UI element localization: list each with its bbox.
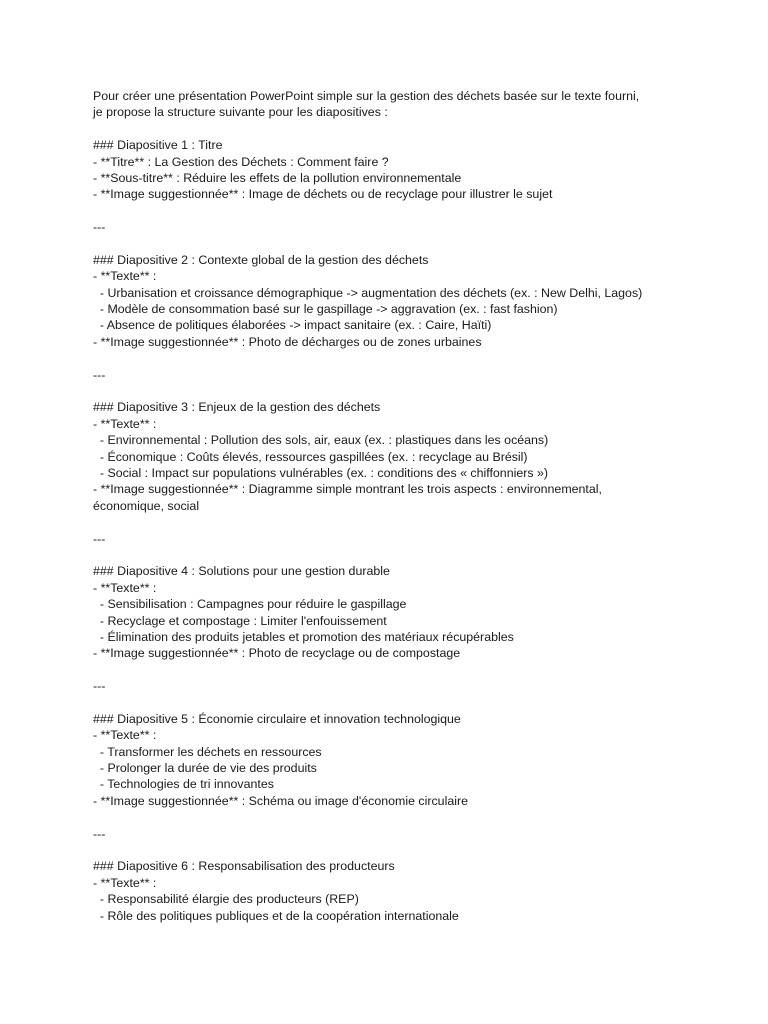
slide-1-subtitle-item: - **Sous-titre** : Réduire les effets de la pollution environnementale: [93, 170, 462, 185]
slide-3-text-label: - **Texte** :: [93, 416, 157, 431]
blank-line: [93, 547, 733, 563]
slide-1-title-item: - **Titre** : La Gestion des Déchets : Comment faire ?: [93, 154, 389, 169]
slide-3-bullet: - Social : Impact sur populations vulnérables (ex. : conditions des « chiffonniers »): [93, 465, 549, 480]
separator: ---: [93, 531, 106, 546]
slide-3-image-item: - **Image suggestionnée** : Diagramme simple montrant les trois aspects : environnemental,: [93, 482, 602, 497]
blank-line: [93, 514, 733, 530]
slide-4-text-label: - **Texte** :: [93, 580, 157, 595]
separator: ---: [93, 826, 106, 841]
slide-5-bullet: - Technologies de tri innovantes: [93, 777, 274, 792]
blank-line: [93, 383, 733, 399]
slide-5-text-label: - **Texte** :: [93, 728, 157, 743]
slide-2-bullet: - Urbanisation et croissance démographique -> augmentation des déchets (ex. : New Delhi, Lagos): [93, 285, 643, 300]
slide-4-image-item: - **Image suggestionnée** : Photo de recyclage ou de compostage: [93, 646, 461, 661]
intro-line: Pour créer une présentation PowerPoint simple sur la gestion des déchets basée sur le texte fourni,: [93, 89, 640, 103]
slide-1-image-item: - **Image suggestionnée** : Image de déchets ou de recyclage pour illustrer le sujet: [93, 187, 553, 202]
slide-4-bullet: - Élimination des produits jetables et promotion des matériaux récupérables: [93, 629, 514, 644]
separator: ---: [93, 220, 106, 235]
blank-line: [93, 809, 733, 825]
slide-4-bullet: - Sensibilisation : Campagnes pour réduire le gaspillage: [93, 597, 407, 612]
slide-2-image-item: - **Image suggestionnée** : Photo de décharges ou de zones urbaines: [93, 334, 482, 349]
intro-line: je propose la structure suivante pour les diapositives :: [93, 105, 388, 120]
blank-line: [93, 842, 733, 858]
blank-line: [93, 121, 733, 137]
blank-line: [93, 350, 733, 366]
slide-2-bullet: - Modèle de consommation basé sur le gaspillage -> aggravation (ex. : fast fashion): [93, 302, 558, 317]
blank-line: [93, 662, 733, 678]
slide-5-bullet: - Prolonger la durée de vie des produits: [93, 761, 317, 776]
slide-4-bullet: - Recyclage et compostage : Limiter l'enfouissement: [93, 613, 387, 628]
slide-3-heading: ### Diapositive 3 : Enjeux de la gestion des déchets: [93, 400, 381, 415]
slide-1-heading: ### Diapositive 1 : Titre: [93, 138, 223, 153]
slide-3-image-item-cont: économique, social: [93, 498, 200, 513]
slide-6-text-label: - **Texte** :: [93, 875, 157, 890]
slide-3-bullet: - Environnemental : Pollution des sols, air, eaux (ex. : plastiques dans les océans): [93, 433, 549, 448]
blank-line: [93, 203, 733, 219]
slide-4-heading: ### Diapositive 4 : Solutions pour une gestion durable: [93, 564, 390, 579]
blank-line: [93, 694, 733, 710]
slide-5-image-item: - **Image suggestionnée** : Schéma ou image d'économie circulaire: [93, 793, 468, 808]
slide-6-bullet: - Responsabilité élargie des producteurs (REP): [93, 892, 359, 907]
separator: ---: [93, 367, 106, 382]
slide-5-bullet: - Transformer les déchets en ressources: [93, 744, 322, 759]
slide-6-heading: ### Diapositive 6 : Responsabilisation des producteurs: [93, 859, 395, 874]
separator: ---: [93, 679, 106, 694]
slide-3-bullet: - Économique : Coûts élevés, ressources gaspillées (ex. : recyclage au Brésil): [93, 449, 528, 464]
slide-2-bullet: - Absence de politiques élaborées -> impact sanitaire (ex. : Caire, Haïti): [93, 318, 492, 333]
slide-6-bullet: - Rôle des politiques publiques et de la coopération internationale: [93, 908, 459, 923]
slide-2-heading: ### Diapositive 2 : Contexte global de la gestion des déchets: [93, 252, 429, 267]
blank-line: [93, 236, 733, 252]
slide-5-heading: ### Diapositive 5 : Économie circulaire et innovation technologique: [93, 711, 461, 726]
document-body: [93, 88, 733, 924]
slide-2-text-label: - **Texte** :: [93, 269, 157, 284]
